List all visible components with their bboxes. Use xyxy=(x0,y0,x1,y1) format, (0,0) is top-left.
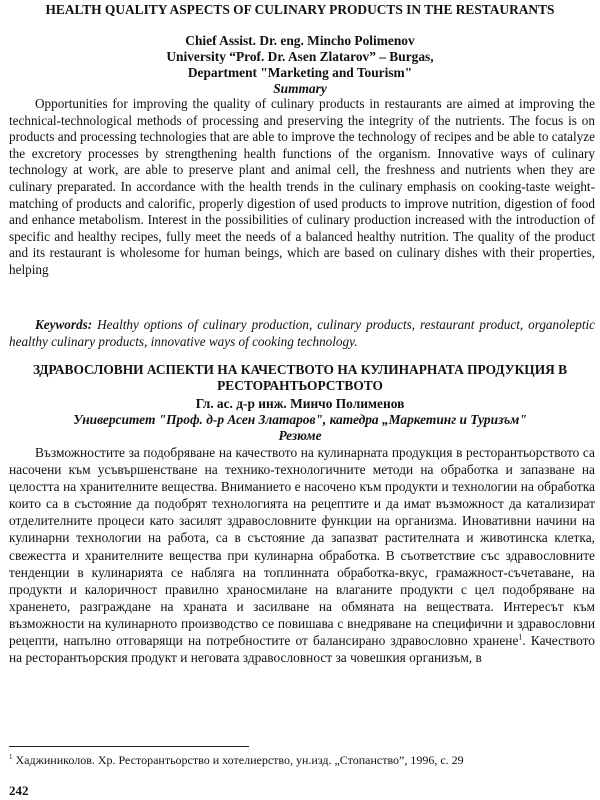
bulgarian-summary-text: Възможностите за подобряване на качеството на кулинарната продукция в ресторантьорството са насочени към усъвършенстване на технико-технологичните методи на обработка и запазване на целостта на хранителните вещества. Вниманието е насочено към продукти и технологии на обработка които са в състояние да подобрят технологията на рецептите и да имат възможност да катализират отделителните процеси като засилят здравословните функции на организма. Иновативни начини на кулинарни технологии на работа, са в състояние да запазват растителната и животинска клетка, свежестта и хранителните вещества при кулинарна обработка. В съответствие със здравословните тенденции в кулинарията се набляга на топлинната обработка-вкус, грамажност-съчетаване, на продукти и калоричност правилно храносмилане на влаганите продукти с цел подобряване на храненето, разграждане на храната и засилване на обмяната на веществата. Интересът към възможности на кулинарното производство се повишава с внедряване на специфични и здравословни рецепти, напълно отговарящи на потребностите от балансирано здравословно хранене xyxy=(9,445,595,649)
english-summary xyxy=(9,96,595,279)
english-author: Chief Assist. Dr. eng. Mincho Polimenov xyxy=(185,33,415,48)
english-university: University “Prof. Dr. Asen Zlatarov” – Burgas, xyxy=(166,49,434,64)
footnote-rule xyxy=(9,746,249,747)
english-summary-text: Opportunities for improving the quality of culinary products in restaurants are aimed at improving the technical-technological methods of processing and preserving the integrity of the nutrients. The focus is on products and processing technologies that are able to improve the technology of recipes and be able to catalyze the excretory processes by strengthening health functions of the organism. Innovative ways of culinary technology at work, are able to preserve plant and animal cell, the freshness and nutrients when they are culinary preparated. In accordance with the health trends in the culinary emphasis on cooking-taste weight-matching of products and calorific, properly digestion of used products to improve nutrition, digestion of food and enhance metabolism. Interest in the possibilities of culinary production increased with the introduction of specific and healthy recipes, fully meet the needs of a balanced healthy nutrition. The quality of the product and its restaurant is wholesome for human beings, which are based on culinary dishes with their properties, helping xyxy=(9,96,595,277)
bulgarian-author: Гл. ас. д-р инж. Минчо Полименов xyxy=(195,396,405,411)
footnote-reference[interactable]: 1 xyxy=(518,632,523,642)
bulgarian-summary-heading: Резюме xyxy=(278,428,322,443)
english-keywords xyxy=(9,317,595,350)
english-summary-heading: Summary xyxy=(273,81,327,96)
footnote-text: Хаджиниколов. Хр. Ресторантьорство и хотелиерство, ун.изд. „Стопанство”, 1996, с. 29 xyxy=(15,753,464,767)
keywords-label: Keywords: xyxy=(35,317,93,332)
footnote xyxy=(9,753,595,767)
bulgarian-title: ЗДРАВОСЛОВНИ АСПЕКТИ НА КАЧЕСТВОТО НА КУЛИНАРНАТА ПРОДУКЦИЯ В РЕСТОРАНТЬОРСТВОТО xyxy=(32,362,568,393)
bulgarian-summary-tail: . Качеството на ресторантьорския продукт и неговата здравословност за човешкия организъм, в xyxy=(9,633,595,666)
page-number: 242 xyxy=(9,783,29,798)
english-department: Department "Marketing and Tourism" xyxy=(187,65,413,80)
english-title: HEALTH QUALITY ASPECTS OF CULINARY PRODUCTS IN THE RESTAURANTS xyxy=(45,2,555,17)
bulgarian-university: Университет "Проф. д-р Асен Златаров", катедра „Маркетинг и Туризъм" xyxy=(73,412,527,427)
footnote-mark: 1 xyxy=(9,753,13,761)
keywords-text: Healthy options of culinary production, culinary products, restaurant product, organoleptic healthy culinary products, innovative ways of cooking technology. xyxy=(9,317,596,349)
bulgarian-summary xyxy=(9,444,595,666)
